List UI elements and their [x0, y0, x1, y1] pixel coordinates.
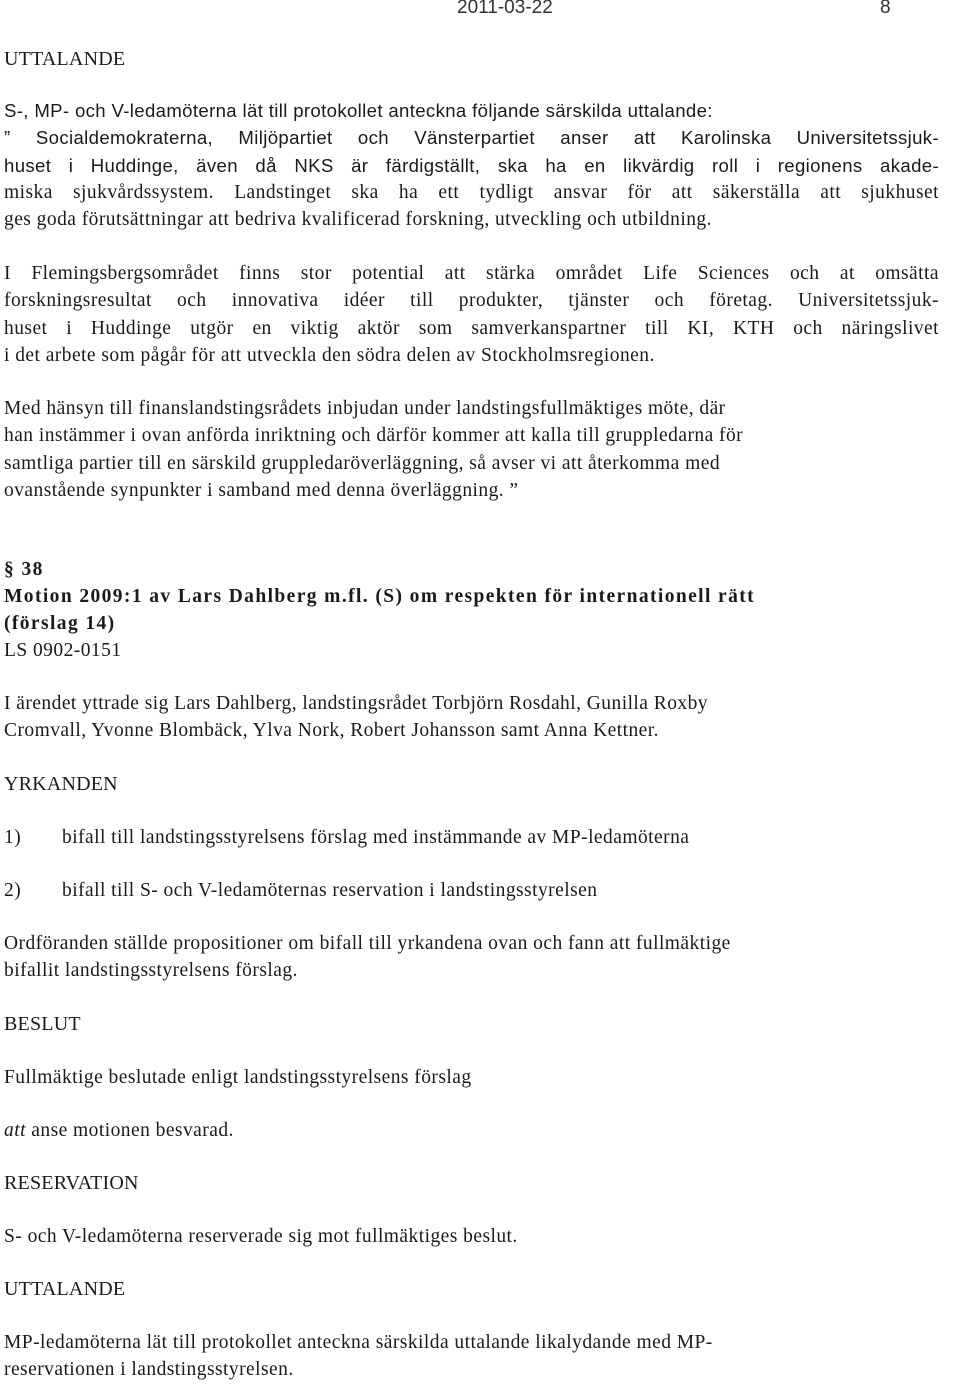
yrkande-text: bifall till S- och V-ledamöternas reservation i landstingsstyrelsen	[62, 880, 598, 901]
yrkande-number: 1)	[4, 827, 22, 848]
motion-title-line: (förslag 14)	[4, 613, 116, 635]
text-line: ” Socialdemokraterna, Miljöpartiet och Vänsterpartiet anser att Karolinska Universitetssjuk-	[4, 127, 939, 149]
uttalande-paragraph-1	[4, 97, 939, 233]
section-marker: §	[4, 559, 16, 580]
text-line: Ordföranden ställde propositioner om bifall till yrkandena ovan och fann att fullmäktige	[4, 933, 731, 954]
text-line: i det arbete som pågår för att utveckla den södra delen av Stockholmsregionen.	[4, 344, 655, 366]
proposition-paragraph	[4, 930, 939, 985]
uttalande-paragraph-2	[4, 260, 939, 369]
yrkanden-heading: YRKANDEN	[4, 773, 118, 795]
text-line: samtliga partier till en särskild gruppledaröverläggning, så avser vi att återkomma med	[4, 452, 721, 474]
motion-title-line: Motion 2009:1 av Lars Dahlberg m.fl. (S) om respekten för internationell rätt	[4, 586, 756, 607]
uttalande-heading-2: UTTALANDE	[4, 1278, 126, 1300]
text-line: I Flemingsbergsområdet finns stor potential att stärka området Life Sciences och at omsätta	[4, 263, 939, 284]
text-line: miska sjukvårdssystem. Landstinget ska ha ett tydligt ansvar för att säkerställa att sjukhuset	[4, 181, 939, 203]
att-rest: anse motionen besvarad.	[25, 1120, 234, 1141]
beslut-heading: BESLUT	[4, 1013, 81, 1035]
text-line: Cromvall, Yvonne Blombäck, Ylva Nork, Robert Johansson samt Anna Kettner.	[4, 720, 659, 742]
case-reference: LS 0902-0151	[4, 640, 122, 661]
text-line: ovanstående synpunkter i samband med denna överläggning. ”	[4, 479, 519, 501]
speakers-paragraph	[4, 690, 939, 745]
uttalande-paragraph-3	[4, 395, 939, 504]
header-date: 2011-03-22	[457, 0, 553, 18]
text-line: huset i Huddinge, även då NKS är färdigställt, ska ha en likvärdig roll i regionens akade-	[4, 154, 939, 176]
item-number	[4, 556, 939, 583]
text-line: I ärendet yttrade sig Lars Dahlberg, landstingsrådet Torbjörn Rosdahl, Gunilla Roxby	[4, 693, 708, 714]
text-line: forskningsresultat och innovativa idéer till produkter, tjänster och företag. Universitetssjuk-	[4, 290, 939, 312]
section-number: 38	[21, 559, 44, 580]
uttalande-2-paragraph	[4, 1329, 939, 1384]
reservation-text: S- och V-ledamöterna reserverade sig mot fullmäktiges beslut.	[4, 1226, 518, 1247]
text-line: bifallit landstingsstyrelsens förslag.	[4, 960, 298, 982]
text-line: S-, MP- och V-ledamöterna lät till protokollet anteckna följande särskilda uttalande:	[4, 100, 713, 121]
reservation-heading: RESERVATION	[4, 1172, 139, 1194]
text-line: Med hänsyn till finanslandstingsrådets inbjudan under landstingsfullmäktiges möte, där	[4, 398, 726, 419]
text-line: han instämmer i ovan anförda inriktning och därför kommer att kalla till gruppledarna för	[4, 425, 744, 447]
yrkande-text: bifall till landstingsstyrelsens förslag med instämmande av MP-ledamöterna	[62, 827, 690, 848]
yrkande-item-2	[4, 877, 939, 904]
att-word: att	[4, 1120, 26, 1141]
beslut-att-line	[4, 1117, 939, 1144]
uttalande-heading: UTTALANDE	[4, 48, 126, 70]
text-line: reservationen i landstingsstyrelsen.	[4, 1359, 294, 1381]
page-number: 8	[880, 0, 891, 18]
text-line: ges goda förutsättningar att bedriva kvalificerad forskning, utveckling och utbildning.	[4, 209, 712, 231]
text-line: MP-ledamöterna lät till protokollet anteckna särskilda uttalande likalydande med MP-	[4, 1332, 713, 1353]
yrkande-number: 2)	[4, 880, 22, 901]
motion-title	[4, 583, 939, 638]
text-line: huset i Huddinge utgör en viktig aktör som samverkanspartner till KI, KTH och näringslivet	[4, 317, 939, 339]
beslut-text: Fullmäktige beslutade enligt landstingsstyrelsens förslag	[4, 1067, 472, 1088]
yrkande-item-1	[4, 824, 939, 851]
